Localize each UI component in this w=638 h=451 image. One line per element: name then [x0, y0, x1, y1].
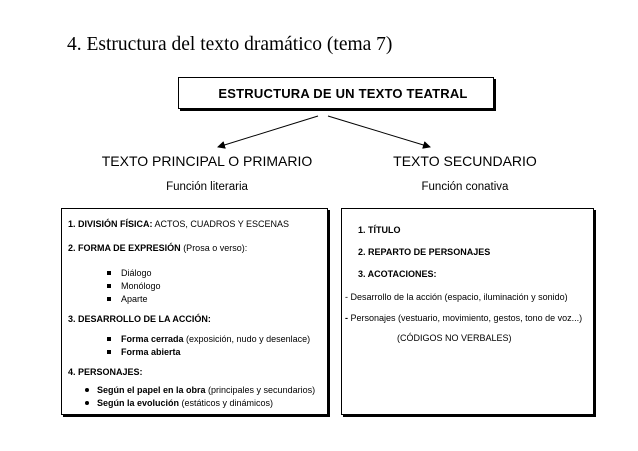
square-bullet-icon	[107, 337, 111, 341]
characters-section: 4. PERSONAJES:	[68, 367, 143, 377]
square-bullet-icon	[107, 350, 111, 354]
physical-division: 1. DIVISIÓN FÍSICA: ACTOS, CUADROS Y ESCENAS	[68, 219, 290, 229]
secondary-text-box	[341, 208, 594, 415]
secondary-text-heading: TEXTO SECUNDARIO	[393, 153, 537, 169]
secondary-text-function: Función conativa	[421, 181, 509, 193]
stage-directions-item: 3. ACOTACIONES:	[358, 269, 437, 279]
square-bullet-icon	[107, 284, 111, 288]
expression-form: 2. FORMA DE EXPRESIÓN (Prosa o verso):	[68, 243, 248, 253]
list-item-papel: Según el papel en la obra (principales y secundarios)	[85, 385, 315, 395]
action-development: 3. DESARROLLO DE LA ACCIÓN:	[68, 314, 211, 324]
square-bullet-icon	[107, 271, 111, 275]
primary-text-heading: TEXTO PRINCIPAL O PRIMARIO	[101, 153, 313, 169]
list-item-aparte: Aparte	[107, 294, 148, 304]
structure-title: ESTRUCTURA DE UN TEXTO TEATRAL	[218, 85, 468, 101]
title-item: 1. TÍTULO	[358, 225, 401, 235]
round-bullet-icon	[85, 388, 89, 392]
primary-text-box	[61, 208, 328, 415]
list-item-monologo: Monólogo	[107, 281, 161, 291]
list-item-forma-abierta: Forma abierta	[107, 347, 181, 357]
cast-item: 2. REPARTO DE PERSONAJES	[358, 247, 491, 257]
page-title: 4. Estructura del texto dramático (tema 7)	[67, 34, 393, 55]
list-item-forma-cerrada: Forma cerrada (exposición, nudo y desenlace)	[107, 334, 310, 344]
arrow-to-secondary	[328, 116, 430, 147]
arrow-to-primary	[218, 116, 318, 147]
round-bullet-icon	[85, 401, 89, 405]
character-directions: - Personajes (vestuario, movimiento, gestos, tono de voz...)	[345, 313, 583, 323]
non-verbal-codes: (CÓDIGOS NO VERBALES)	[397, 333, 512, 343]
action-directions: - Desarrollo de la acción (espacio, iluminación y sonido)	[345, 292, 568, 302]
list-item-dialogo: Diálogo	[107, 268, 152, 278]
square-bullet-icon	[107, 297, 111, 301]
primary-text-function: Función literaria	[166, 181, 248, 193]
list-item-evolucion: Según la evolución (estáticos y dinámicos)	[85, 398, 273, 408]
